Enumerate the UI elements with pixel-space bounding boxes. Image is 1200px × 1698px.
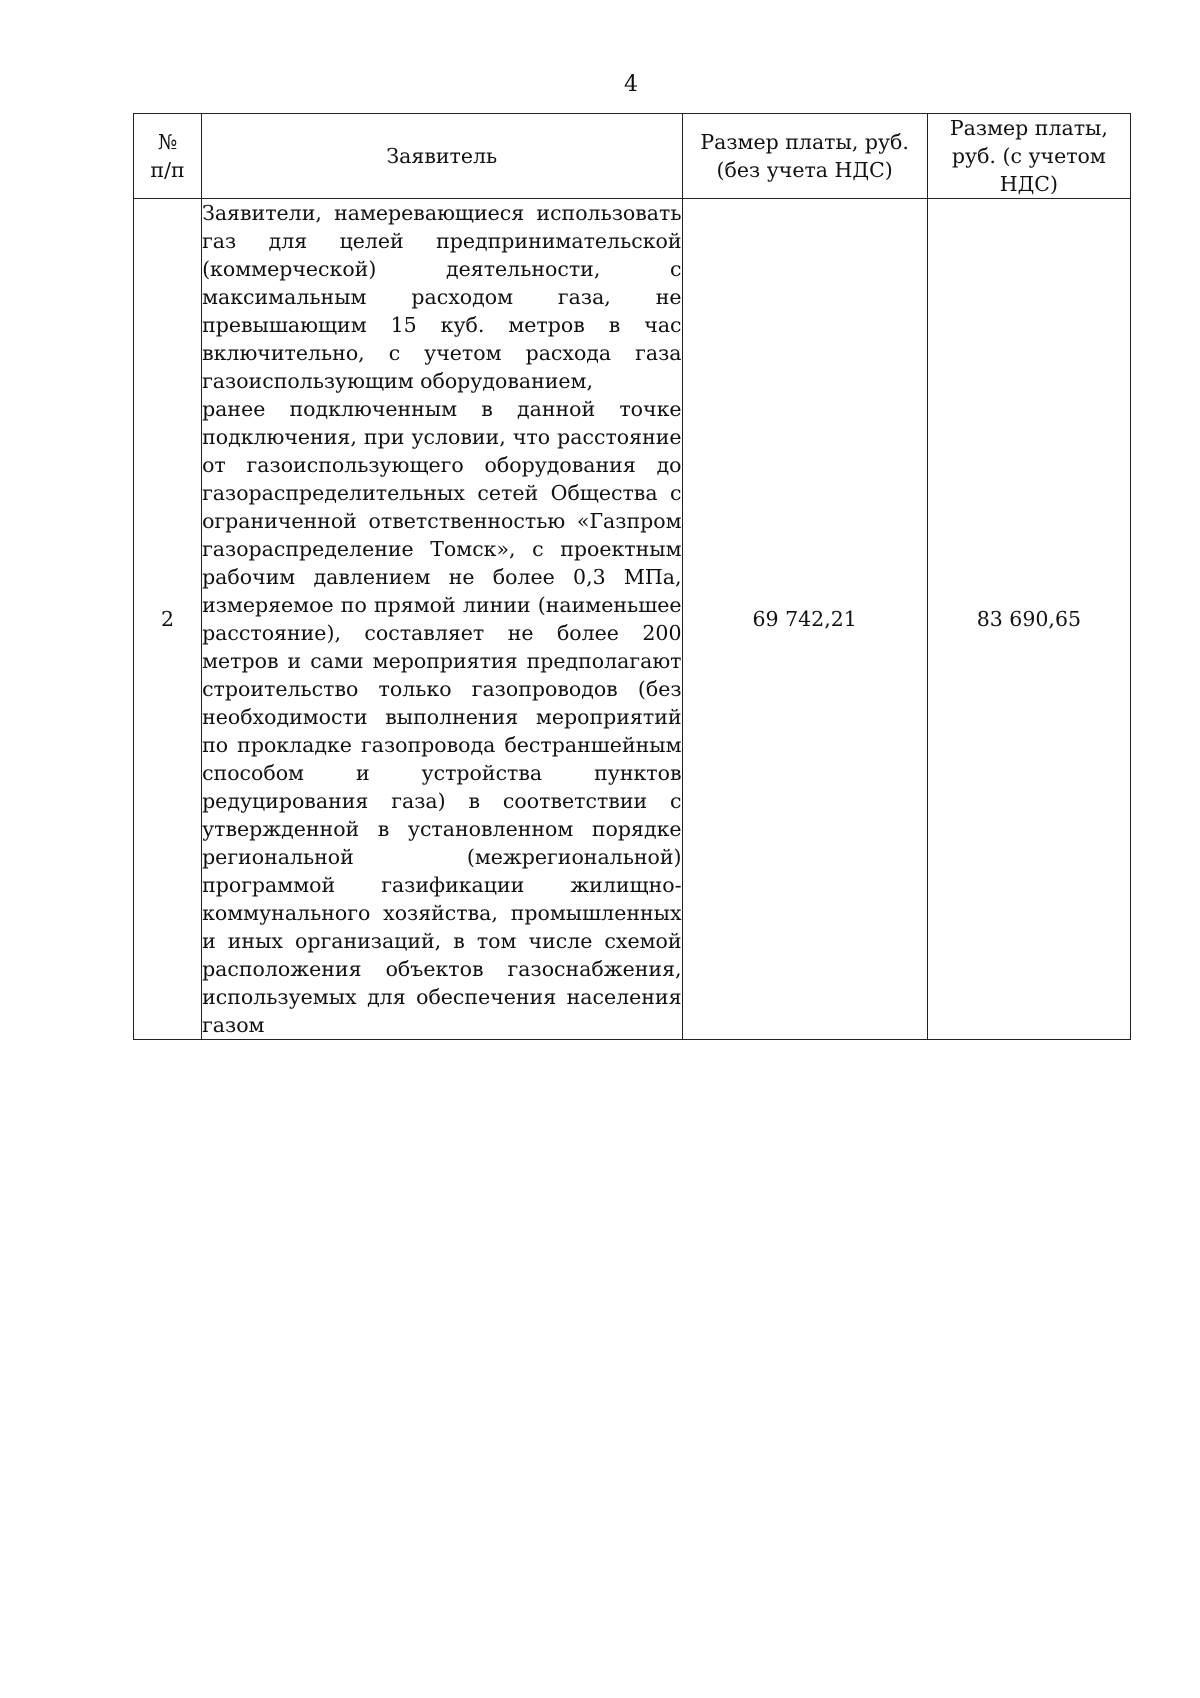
header-number-abbr: п/п <box>150 158 185 182</box>
header-fee-vat-line1: Размер платы, <box>949 116 1108 140</box>
row-number: 2 <box>134 199 202 1040</box>
row-fee-vat: 83 690,65 <box>927 199 1130 1040</box>
header-fee <box>682 114 927 199</box>
header-fee-vat-line2: руб. (с учетом <box>951 144 1106 168</box>
header-applicant <box>202 114 682 199</box>
header-number <box>134 114 202 199</box>
header-applicant-label: Заявитель <box>386 144 498 168</box>
page-number: 4 <box>624 72 638 97</box>
applicant-text-part2: ранее подключенным в данной точке подключения, при условии, что расстояние от газоиспользующего оборудования до газораспределительных сетей Общества с ограниченной ответственностью «Газпром газораспределение Томск», с проектным рабочим давлением не более 0,3 МПа, измеряемое по прямой линии (наименьшее расстояние), составляет не более 200 метров и сами мероприятия предполагают строительство только газопроводов (без необходимости выполнения мероприятий по прокладке газопровода бестраншейным способом и устройства пунктов редуцирования газа) в соответствии с утвержденной в установленном порядке региональной (межрегиональной) программой газификации жилищно-коммунального хозяйства, промышленных и иных организаций, в том числе схемой расположения объектов газоснабжения, используемых для обеспечения населения газом <box>202 397 682 1037</box>
fee-table <box>133 113 1131 1040</box>
row-fee: 69 742,21 <box>682 199 927 1040</box>
header-fee-vat <box>927 114 1130 199</box>
header-number-symbol: № <box>157 130 178 154</box>
table-header-row <box>134 114 1131 199</box>
applicant-text-part1: Заявители, намеревающиеся использовать газ для целей предпринимательской (коммерческой) деятельности, с максимальным расходом газа, не превышающим 15 куб. метров в час включительно, с учетом расхода газа газоиспользующим оборудованием, <box>202 201 682 393</box>
header-fee-line2: (без учета НДС) <box>716 158 893 182</box>
row-applicant <box>202 199 682 1040</box>
header-fee-vat-line3: НДС) <box>999 172 1058 196</box>
header-fee-line1: Размер платы, руб. <box>700 130 909 154</box>
table-row <box>134 199 1131 1040</box>
